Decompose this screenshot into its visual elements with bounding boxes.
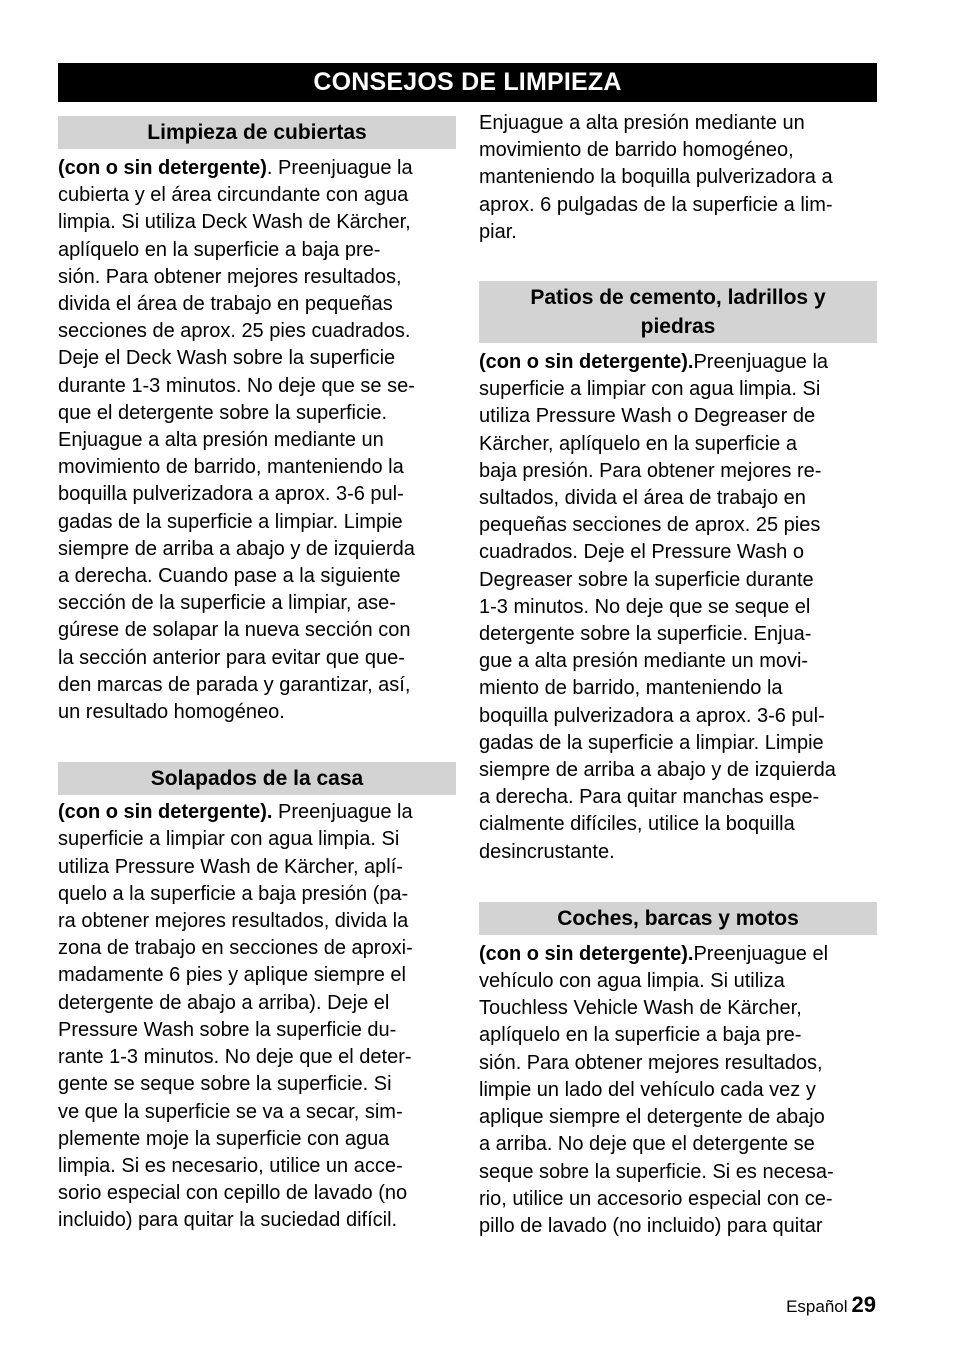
- intro-text: Enjuague a alta presión mediante un movimiento de barrido homogéneo, manteniendo la boquilla pulverizadora a aprox. 6 pulgadas de la superficie a lim- piar.: [479, 112, 833, 243]
- section-text-deck: [58, 155, 456, 726]
- bold-lead: (con o sin detergente).: [479, 942, 694, 965]
- page-number: 29: [851, 1292, 876, 1317]
- bold-lead: (con o sin detergente): [58, 157, 267, 179]
- page-title: CONSEJOS DE LIMPIEZA: [58, 63, 877, 102]
- left-column: [58, 116, 456, 1235]
- paragraph-body: Preenjuague la superficie a limpiar con agua limpia. Si utiliza Pressure Wash de Kärcher, aplí- quelo a la superficie a baja presión (pa- ra obtener mejores resultados, divida la zona de trabajo en secciones de aproxi- madamente 6 pies y aplique siempre el detergente de abajo a arriba). Deje el Pressure Wash sobre la superficie du- rante 1-3 minutos. No deje que el deter- gente se seque sobre la superficie. Si ve que la superficie se va a secar, sim- plemente moje la superficie con agua limpia. Si es necesario, utilice un acce- sorio especial con cepillo de lavado (no incluido) para quitar la suciedad difícil.: [58, 801, 413, 1232]
- paragraph-body: Preenjuague la superficie a limpiar con agua limpia. Si utiliza Pressure Wash o Degreaser de Kärcher, aplíquelo en la superficie a baja presión. Para obtener mejores re- sultados, divida el área de trabajo en pequeñas secciones de aprox. 25 pies cuadrados. Deje el Pressure Wash o Degreaser sobre la superficie durante 1-3 minutos. No deje que se seque el detergente sobre la superficie. Enjua- gue a alta presión mediante un movi- miento de barrido, manteniendo la boquilla pulverizadora a aprox. 3-6 pul- gadas de la superficie a limpiar. Limpie siempre de arriba a abajo y de izquierda a derecha. Para quitar manchas espe- cialmente difíciles, utilice la boquilla desincrustante.: [479, 351, 836, 863]
- paragraph-body: Preenjuague el vehículo con agua limpia. Si utiliza Touchless Vehicle Wash de Kärcher, aplíquelo en la superficie a baja pre- sión. Para obtener mejores resultados, limpie un lado del vehículo cada vez y aplique siempre el detergente de abajo a arriba. No deje que el detergente se seque sobre la superficie. Si es necesa- rio, utilice un accesorio especial con ce- pillo de lavado (no incluido) para quitar: [479, 942, 834, 1237]
- section-heading-siding: Solapados de la casa: [58, 762, 456, 795]
- section-heading-deck: Limpieza de cubiertas: [58, 116, 456, 149]
- bold-lead: (con o sin detergente).: [58, 801, 273, 824]
- section-text-vehicles: [479, 941, 877, 1240]
- section-heading-vehicles: Coches, barcas y motos: [479, 902, 877, 935]
- paragraph-body: . Preenjuague la cubierta y el área circundante con agua limpia. Si utiliza Deck Wash de Kärcher, aplíquelo en la superficie a baja pre- sión. Para obtener mejores resultados, divida el área de trabajo en pequeñas secciones de aprox. 25 pies cuadrados. Deje el Deck Wash sobre la superficie durante 1-3 minutos. No deje que se se- que el detergente sobre la superficie. Enjuague a alta presión mediante un movimiento de barrido, manteniendo la boquilla pulverizadora a aprox. 3-6 pul- gadas de la superficie a limpiar. Limpie siempre de arriba a abajo y de izquierda a derecha. Cuando pase a la siguiente sección de la superficie a limpiar, ase- gúrese de solapar la nueva sección con la sección anterior para evitar que que- den marcas de parada y garantizar, así, un resultado homogéneo.: [58, 157, 415, 724]
- footer-language: Español: [786, 1297, 848, 1316]
- section-text-patios: [479, 349, 877, 866]
- bold-lead: (con o sin detergente).: [479, 351, 694, 374]
- page-footer: [786, 1292, 876, 1318]
- right-column: [479, 110, 877, 1240]
- section-text-siding: [58, 799, 456, 1234]
- section-heading-patios: Patios de cemento, ladrillos y piedras: [479, 281, 877, 343]
